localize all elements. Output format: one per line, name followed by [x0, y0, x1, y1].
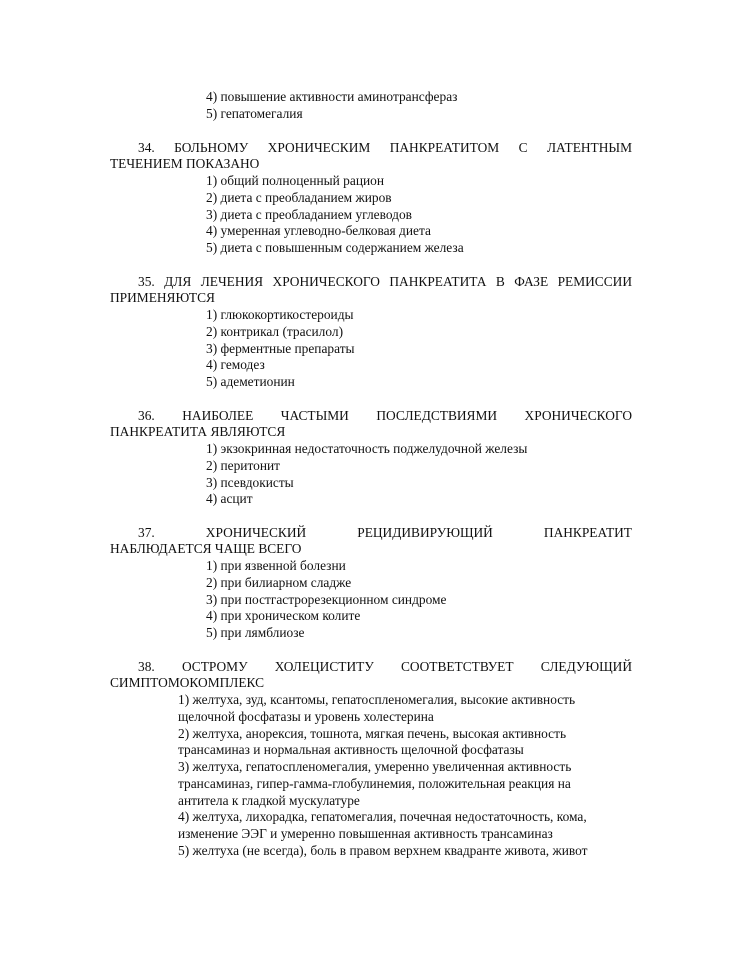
option-line: 4) повышение активности аминотрансфераз [206, 89, 458, 104]
option-line: 2) контрикал (трасилол) [206, 324, 344, 339]
question-38-title-cont: СИМПТОМОКОМПЛЕКС [110, 675, 265, 690]
option-line: изменение ЭЭГ и умеренно повышенная активность трансаминаз [178, 826, 553, 841]
option-line: 2) перитонит [206, 458, 281, 473]
option-line: 5) диета с повышенным содержанием железа [206, 240, 464, 255]
option-line: 3) ферментные препараты [206, 341, 355, 356]
option-line: 1) желтуха, зуд, ксантомы, гепатоспленомегалия, высокие активность [178, 692, 576, 707]
question-35-title: 35. ДЛЯ ЛЕЧЕНИЯ ХРОНИЧЕСКОГО ПАНКРЕАТИТА В ФАЗЕ РЕМИССИИ [138, 274, 632, 289]
option-line: 1) при язвенной болезни [206, 558, 346, 573]
question-38-title: 38. ОСТРОМУ ХОЛЕЦИСТИТУ СООТВЕТСТВУЕТ СЛЕДУЮЩИЙ [138, 659, 632, 674]
option-line: 4) гемодез [206, 357, 265, 372]
question-36-title: 36. НАИБОЛЕЕ ЧАСТЫМИ ПОСЛЕДСТВИЯМИ ХРОНИЧЕСКОГО [138, 408, 632, 423]
option-line: 5) при лямблиозе [206, 625, 305, 640]
option-line: 1) экзокринная недостаточность поджелудочной железы [206, 441, 528, 456]
option-line: антитела к гладкой мускулатуре [178, 793, 360, 808]
option-line: 5) желтуха (не всегда), боль в правом верхнем квадранте живота, живот [178, 843, 588, 858]
question-37-title: 37. ХРОНИЧЕСКИЙ РЕЦИДИВИРУЮЩИЙ ПАНКРЕАТИТ [138, 525, 632, 540]
option-line: 3) диета с преобладанием углеводов [206, 207, 412, 222]
question-36-title-cont: ПАНКРЕАТИТА ЯВЛЯЮТСЯ [110, 424, 286, 439]
option-line: 2) желтуха, анорексия, тошнота, мягкая печень, высокая активность [178, 726, 567, 741]
option-line: щелочной фосфатазы и уровень холестерина [178, 709, 434, 724]
question-37-title-cont: НАБЛЮДАЕТСЯ ЧАЩЕ ВСЕГО [110, 541, 302, 556]
option-line: 1) общий полноценный рацион [206, 173, 385, 188]
question-35-title-cont: ПРИМЕНЯЮТСЯ [110, 290, 215, 305]
option-line: 4) желтуха, лихорадка, гепатомегалия, почечная недостаточность, кома, [178, 809, 587, 824]
option-line: 3) при постгастрорезекционном синдроме [206, 592, 447, 607]
option-line: 4) умеренная углеводно-белковая диета [206, 223, 431, 238]
option-line: 3) псевдокисты [206, 475, 294, 490]
option-line: 3) желтуха, гепатоспленомегалия, умеренно увеличенная активность [178, 759, 572, 774]
option-line: 5) адеметионин [206, 374, 295, 389]
option-line: 4) при хроническом колите [206, 608, 361, 623]
option-line: 2) при билиарном сладже [206, 575, 352, 590]
question-34-title: 34. БОЛЬНОМУ ХРОНИЧЕСКИМ ПАНКРЕАТИТОМ С ЛАТЕНТНЫМ [138, 140, 632, 155]
option-line: трансаминаз и нормальная активность щелочной фосфатазы [178, 742, 524, 757]
question-34-title-cont: ТЕЧЕНИЕМ ПОКАЗАНО [110, 156, 260, 171]
option-line: 5) гепатомегалия [206, 106, 303, 121]
option-line: 2) диета с преобладанием жиров [206, 190, 392, 205]
option-line: 1) глюкокортикостероиды [206, 307, 354, 322]
option-line: трансаминаз, гипер-гамма-глобулинемия, положительная реакция на [178, 776, 571, 791]
option-line: 4) асцит [206, 491, 253, 506]
